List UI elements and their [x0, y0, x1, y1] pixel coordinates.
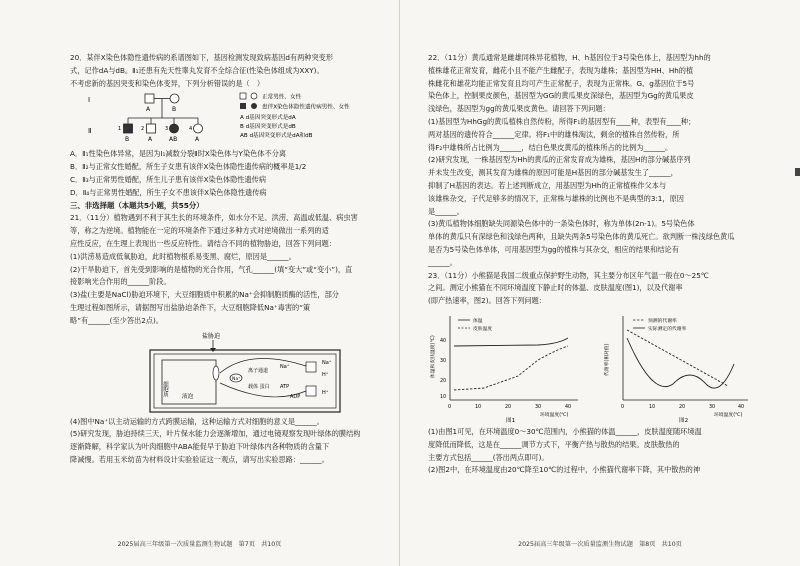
fig1-ytick: 10	[440, 394, 447, 400]
q23-continued	[428, 426, 778, 477]
ped-ii2-mark: A	[148, 136, 153, 144]
q23-line: 之间。测定小熊猫在不同环境温度下静止时的体温、皮肤温度(图1)，以及代谢率	[428, 283, 683, 293]
fig2-xtick: 30	[709, 404, 716, 410]
q22-line: 两对基因的遗传符合______定律。将F₁中的雄株淘汰，剩余的植株自然传粉，所	[428, 129, 680, 139]
section-heading: 三、非选择题（本题共5小题，共55分）	[70, 200, 204, 210]
fig1-legend-skin-label: 皮肤温度	[473, 326, 493, 332]
q22-line: 得F₂中雄株所占比例为______，结白色果皮黄瓜的植株所占的比例为______。	[428, 142, 673, 152]
q21-line: (4)图中Na⁺以主动运输的方式跨膜运输，这种运输方式对细胞的意义是______。	[70, 416, 324, 426]
q22-line: 是______。	[428, 206, 464, 216]
fig1-title: 图1	[506, 417, 516, 424]
legend-da: A d基因突变形式是dA	[240, 115, 296, 122]
q23-line: 23．（11分）小熊猫是我国二级重点保护野生动物，其主要分布区年气温一般在0～25℃	[428, 270, 709, 280]
q23-line: 度降低而降低，这是在______调节方式下，平衡产热与散热的结果。皮肤散热的	[428, 439, 680, 449]
ped-i2-mark: B	[172, 106, 177, 114]
q20-line: 式，记作dA与dB。Ⅱ₁还患有先天性睾丸发育不全综合征(性染色体组成为XXY)。	[70, 65, 324, 75]
q21-line: 降减慢。若用玉米幼苗为材料设计实验验证这一观点，请写出实验思路：______。	[70, 454, 329, 464]
fig2-title: 图2	[679, 417, 689, 424]
q23-figures	[428, 308, 778, 426]
ped-ii1-affected-male	[124, 124, 133, 133]
fig1-xtick: 30	[535, 404, 542, 410]
fig-na-label-2: Na⁺	[280, 363, 290, 370]
q21-line: 21．（11分）植物遇到不利于其生长的环境条件，如水分不足、洪涝、高温或低温、病虫害	[70, 213, 358, 223]
ped-ii1-mark: B	[125, 136, 130, 144]
fig-na-out: Na⁺	[322, 359, 332, 366]
q21-line: (3)盐(主要是NaCl)胁迫环境下，大豆细胞质中积累的Na⁺会抑制胞质酶的活性，部分	[70, 290, 339, 300]
pedigree-chart	[70, 90, 381, 148]
q22-line: 浅绿色，基因型为gg的黄瓜果皮黄色。请回答下列问题：	[428, 104, 610, 114]
page-footer: 2025届高三年级第一次质量监测生物试题 第7页 共10页	[117, 541, 282, 548]
ped-ii3-affected-female	[170, 124, 179, 133]
legend-normal-female-icon	[251, 93, 257, 99]
ped-ii1-num: 1	[118, 126, 122, 133]
q22-line: (1)基因型为HhGg的黄瓜植株自然传粉，所得F₁的基因型有____种，表型有____种；	[428, 116, 696, 126]
q21-line: 接影响光合作用的______阶段。	[70, 277, 171, 287]
q21-line: 略”有______(至少答出2点)。	[70, 315, 163, 325]
q20-option-c: C．Ⅱ₃与正常男性婚配，所生儿子患有该伴X染色体隐性遗传病	[70, 174, 267, 184]
q20-option-b: B．Ⅱ₂与正常女性婚配，所生子女患有该伴X染色体隐性遗传病的概率是1/2	[70, 162, 307, 172]
q22-line: 抑制了H基因的表达。若上述判断成立，用基因型为Hh的正常植株作父本与	[428, 180, 667, 190]
figure-1	[429, 316, 578, 424]
legend-affected-male-icon	[240, 103, 246, 109]
fig1-xtick: 0	[448, 404, 452, 410]
fig-salt-title: 盐胁迫	[202, 332, 221, 340]
fig1-ylabel: 体温和皮肤温度(℃)	[431, 335, 436, 378]
fig1-ytick: 20	[440, 378, 447, 384]
q21-line: (1)洪涝易造成低氧胁迫，此时植物根系易变黑、腐烂，原因是______。	[70, 251, 296, 261]
fig-transport-label: 载体 蛋白	[248, 383, 270, 390]
q21-continued	[70, 416, 381, 467]
q22-line: (3)黄瓜植物体细胞缺失同源染色体中的一条染色体时，称为单体(2n-1)。5号染色体	[428, 219, 695, 229]
ped-i1-male	[145, 94, 154, 103]
figure-2	[603, 316, 748, 424]
ped-ii3-num: 3	[165, 126, 169, 133]
q20-option-a: A．Ⅱ₁性染色体异常，是因为Ⅰ₁减数分裂Ⅱ时X染色体与Y染色体不分离	[70, 149, 287, 159]
fig1-skin-temp-line	[454, 346, 568, 390]
fig-adp-label: ADP	[290, 393, 301, 400]
legend-normal-male-icon	[240, 93, 246, 99]
fig2-legend-measured-label: 实际测定的代谢率	[648, 326, 687, 332]
fig1-ytick: 30	[440, 358, 447, 364]
page-footer: 2025届高三年级第一次质量监测生物试题 第8页 共10页	[518, 541, 682, 548]
q23-figures-svg	[428, 308, 778, 426]
q22-line: ______。	[428, 257, 457, 267]
ped-ii2-num: 2	[141, 126, 145, 133]
q22-line: (2)研究发现，一株基因型为Hh的黄瓜的正常发育成为雄株，基因H的部分碱基序列	[428, 155, 691, 165]
fig2-xtick: 10	[649, 404, 656, 410]
fig1-legend-body-label: 体温	[473, 318, 483, 324]
q20-option-d: D．Ⅱ₄与正常男性婚配，所生子女不患该伴X染色体隐性遗传病	[70, 187, 267, 197]
fig1-xtick: 20	[505, 404, 512, 410]
fig1-xtick: 40	[565, 404, 572, 410]
ped-ii4-female	[194, 124, 203, 133]
fig1-xlabel: 环境温度(℃)	[540, 412, 569, 418]
gen2-label: Ⅱ	[88, 127, 92, 136]
q20-line: 不考虑新的基因突变和染色体变异，下列分析错误的是（ ）	[70, 78, 265, 88]
fig2-ylabel: 代谢率(相对值)	[605, 343, 610, 376]
fig-h-out: H⁺	[322, 371, 329, 378]
q23-line: (2)图2中，在环境温度由20℃降至10℃的过程中，小熊猫代谢率下降，其中散热的神	[428, 465, 701, 475]
pedigree-svg	[70, 90, 382, 148]
fig-na-pump	[306, 362, 316, 372]
q22-line: 该雄株杂交，子代足够多的情况下，正常株与雄株的比例也不是典型的3:1，原因	[428, 193, 684, 203]
gen1-label: Ⅰ	[88, 96, 91, 105]
q21-line: 生理过程如图所示，请据图写出盐胁迫条件下，大豆细胞降低Na⁺毒害的“策	[70, 302, 311, 312]
ped-ii2-male	[147, 124, 156, 133]
fig2-xtick: 20	[679, 404, 686, 410]
legend-affected-female-icon	[251, 103, 257, 109]
salt-stress-figure	[70, 328, 381, 416]
q20-line: 20．某伴X染色体隐性遗传病的系谱图如下，基因检测发现致病基因d有两种突变形	[70, 53, 334, 62]
question-23	[428, 270, 778, 308]
q21-line: 等，称之为逆境。植物能在一定的环境条件下通过多种方式对逆境做出一系列的适	[70, 226, 329, 236]
ped-ii4-mark: A	[195, 136, 200, 144]
fig-h-pump	[306, 386, 316, 396]
q21-line: 应性反应，在生理上表现出一些反应特性。请结合不同的植物胁迫，回答下列问题：	[70, 238, 336, 248]
salt-stress-svg	[70, 328, 382, 416]
ped-i2-female	[170, 94, 179, 103]
fig2-xtick: 0	[621, 404, 625, 410]
question-21	[70, 212, 381, 327]
ped-i1-mark: A	[146, 106, 151, 114]
q20-options	[70, 148, 381, 199]
q21-line: 逐渐降解，科学家认为叶肉细胞中ABA能促早于胁迫下叶绿体内各种物质的含量下	[70, 442, 330, 452]
fig-cytoplasm-label: 细胞质	[162, 380, 168, 397]
q23-line: 主要方式包括______(答出两点即可)。	[428, 452, 549, 462]
q22-line: 并未发生改变，测其发育为雄株的原因可能是H基因的部分碱基发生了______，	[428, 168, 678, 178]
question-22	[428, 52, 778, 270]
q22-line: 是否为5号染色体单体，可用基因型为gg的植株与其杂交，相应的结果和结论有	[428, 244, 679, 254]
fig-vacuole-label: 液泡	[182, 393, 194, 400]
fig-h-out-2: H⁺	[322, 389, 329, 396]
q22-line: 22．（11分）黄瓜通常是雌雄同株异花植物，H、h基因位于3号染色体上，基因型为hh的	[428, 53, 711, 62]
fig2-xlabel: 环境温度(℃)	[714, 412, 743, 418]
fig1-xtick: 10	[475, 404, 482, 410]
q22-line: 单体的黄瓜只有深绿色和浅绿色两种，且缺失两条5号染色体的黄瓜死亡。欲判断一株浅绿色黄瓜	[428, 232, 735, 242]
q22-line: 染色体上，控制果皮颜色，基因型为GG的黄瓜果皮深绿色，基因型为Gg的黄瓜果皮	[428, 91, 694, 101]
q21-line: (5)研究发现，胁迫持续三天，叶片保水能力会逐渐增加，通过电镜观察发现叶绿体的膜结构	[70, 429, 361, 439]
legend-dab: AB d基因突变形式是dA和dB	[240, 133, 313, 140]
legend-normal: 正常男性、女性	[262, 94, 302, 101]
legend-affected: 患伴X染色体隐性遗传病男性、女性	[262, 104, 350, 111]
q23-line: (1)由图1可见，在环境温度0～30℃范围内，小熊猫的体温______，皮肤温度随环境温	[428, 426, 702, 436]
fig-carrier-protein	[213, 366, 219, 380]
right-page	[400, 0, 800, 566]
fig-na-label: Na⁺	[232, 376, 241, 382]
edge-mark	[795, 168, 800, 176]
fig2-legend-predicted-label: 预测的代谢率	[648, 318, 677, 324]
legend-db: B d基因突变形式是dB	[240, 124, 296, 131]
fig2-predicted-line	[627, 330, 728, 386]
ped-ii3-mark: AB	[169, 136, 178, 144]
fig1-ytick: 40	[440, 338, 447, 344]
q23-line: (即产热速率，图2)。回答下列问题：	[428, 296, 546, 306]
question-20	[70, 52, 381, 90]
ped-ii4-num: 4	[189, 126, 193, 133]
fig-cell-wall	[150, 350, 340, 412]
fig1-body-temp-line	[454, 338, 568, 346]
fig-atp-label: ATP	[280, 383, 290, 390]
fig2-xtick: 40	[738, 404, 745, 410]
q22-line: 株雌花和雄花均能正常发育且均可产生正常配子，表现为正常株。G、g基因位于5号	[428, 78, 695, 88]
q21-line: (2)干旱胁迫下，首先受到影响的是植物的光合作用，气孔______(填“变大”或“变小”)，直	[70, 264, 353, 274]
fig-channel-label: 离子通道	[248, 367, 269, 374]
q22-line: 植株雄花正常发育，雌花小且不能产生雌配子，表现为雄株；基因型为HH、Hh的植	[428, 65, 694, 75]
